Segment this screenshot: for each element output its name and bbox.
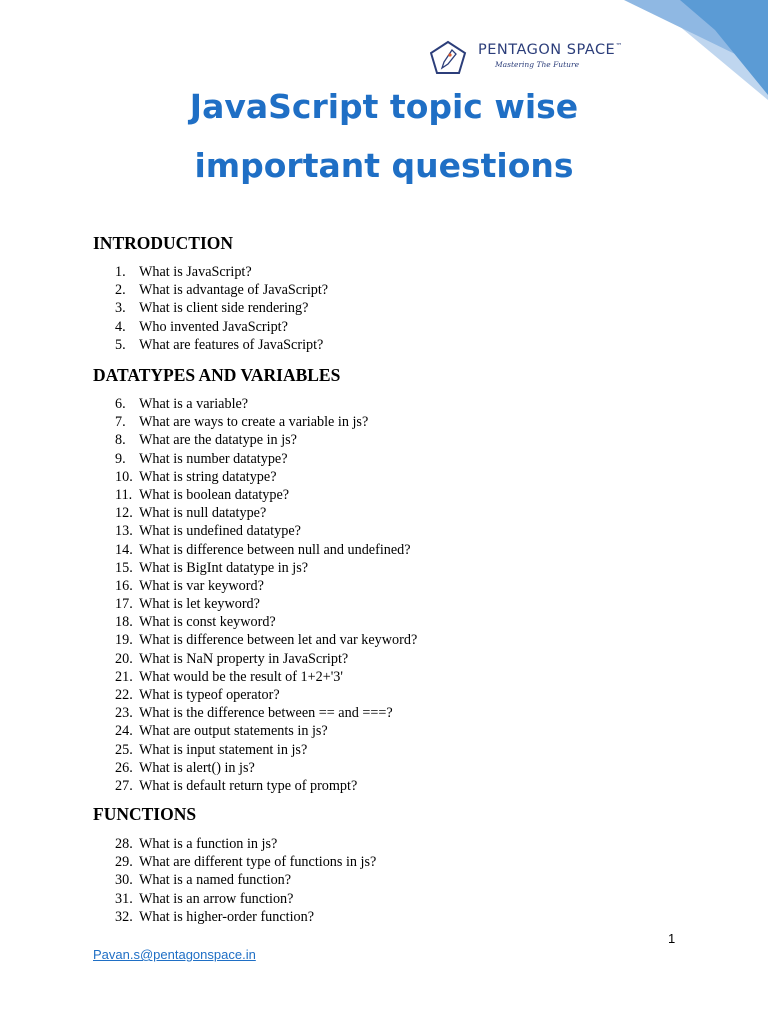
question-text: What is let keyword? bbox=[139, 596, 260, 613]
question-number: 24. bbox=[115, 723, 133, 740]
brand-tagline: Mastering The Future bbox=[495, 60, 580, 69]
question-number: 23. bbox=[115, 705, 133, 722]
question-text: What is NaN property in JavaScript? bbox=[139, 650, 349, 667]
question-number: 29. bbox=[115, 854, 133, 871]
question-text: What is client side rendering? bbox=[139, 300, 309, 317]
question-number: 2. bbox=[115, 282, 126, 299]
question-number: 3. bbox=[115, 300, 126, 317]
corner-shape-mid bbox=[624, 0, 768, 70]
question-number: 14. bbox=[115, 541, 133, 558]
question-number: 17. bbox=[115, 596, 133, 613]
pentagon-rocket-icon bbox=[430, 40, 470, 76]
question-text: What is typeof operator? bbox=[139, 687, 280, 703]
question-text: What is const keyword? bbox=[139, 614, 276, 631]
question-number: 1. bbox=[115, 264, 126, 280]
question-text: What are the datatype in js? bbox=[139, 432, 297, 449]
document-title-line-2: important questions bbox=[194, 146, 574, 185]
question-number: 30. bbox=[115, 872, 133, 889]
question-number: 26. bbox=[115, 759, 133, 776]
question-number: 4. bbox=[115, 318, 126, 335]
question-text: What is difference between null and undefined? bbox=[139, 541, 411, 558]
brand-logo bbox=[430, 40, 623, 76]
question-text: What is an arrow function? bbox=[139, 890, 294, 907]
question-text: What is var keyword? bbox=[139, 577, 264, 594]
corner-shape-dark bbox=[680, 0, 768, 95]
question-number: 13. bbox=[115, 523, 133, 540]
question-text: What is input statement in js? bbox=[139, 741, 308, 758]
question-text: What are ways to create a variable in js? bbox=[139, 414, 369, 431]
question-text: What is alert() in js? bbox=[139, 759, 255, 776]
question-number: 10. bbox=[115, 468, 133, 485]
document-title-line-1: JavaScript topic wise bbox=[189, 87, 579, 126]
section-heading-datatypes: DATATYPES AND VARIABLES bbox=[93, 365, 341, 385]
question-text: What is a named function? bbox=[139, 872, 292, 889]
question-number: 18. bbox=[115, 614, 133, 631]
brand-name: PENTAGON SPACE™ bbox=[478, 42, 623, 58]
question-number: 11. bbox=[115, 486, 133, 503]
question-number: 28. bbox=[115, 836, 133, 852]
question-number: 16. bbox=[115, 577, 133, 594]
question-text: What is number datatype? bbox=[139, 450, 288, 467]
page-number: 1 bbox=[668, 931, 676, 946]
section-heading-functions: FUNCTIONS bbox=[93, 804, 197, 824]
question-text: What are different type of functions in js? bbox=[139, 854, 377, 871]
question-text: What is higher-order function? bbox=[139, 908, 315, 925]
section-heading-introduction: INTRODUCTION bbox=[93, 233, 234, 253]
question-number: 22. bbox=[115, 687, 133, 703]
question-number: 15. bbox=[115, 559, 133, 576]
question-text: What is string datatype? bbox=[139, 468, 277, 485]
footer-email-link[interactable]: Pavan.s@pentagonspace.in bbox=[93, 947, 256, 962]
question-number: 31. bbox=[115, 890, 133, 907]
question-number: 19. bbox=[115, 632, 133, 649]
question-number: 21. bbox=[115, 668, 133, 685]
question-text: What is JavaScript? bbox=[139, 264, 252, 280]
question-text: What is BigInt datatype in js? bbox=[139, 559, 309, 576]
question-text: What is advantage of JavaScript? bbox=[139, 282, 329, 299]
question-text: What is undefined datatype? bbox=[139, 523, 301, 540]
question-number: 20. bbox=[115, 650, 133, 667]
corner-shape-light bbox=[648, 0, 768, 100]
question-text: Who invented JavaScript? bbox=[139, 318, 288, 335]
question-number: 32. bbox=[115, 908, 133, 925]
question-text: What is a function in js? bbox=[139, 836, 278, 852]
question-number: 12. bbox=[115, 505, 133, 522]
question-text: What is null datatype? bbox=[139, 505, 267, 522]
question-text: What is difference between let and var keyword? bbox=[139, 632, 418, 649]
question-text: What are output statements in js? bbox=[139, 723, 328, 740]
question-text: What are features of JavaScript? bbox=[139, 336, 324, 353]
question-text: What is a variable? bbox=[139, 396, 249, 412]
question-text: What is the difference between == and ===? bbox=[139, 705, 393, 722]
question-number: 25. bbox=[115, 741, 133, 758]
question-text: What is boolean datatype? bbox=[139, 486, 290, 503]
question-number: 8. bbox=[115, 432, 126, 449]
question-number: 9. bbox=[115, 450, 126, 467]
question-number: 7. bbox=[115, 414, 126, 431]
question-text: What is default return type of prompt? bbox=[139, 777, 358, 794]
question-number: 6. bbox=[115, 396, 126, 412]
question-number: 27. bbox=[115, 777, 133, 794]
question-text: What would be the result of 1+2+'3' bbox=[139, 668, 343, 685]
question-number: 5. bbox=[115, 336, 126, 353]
